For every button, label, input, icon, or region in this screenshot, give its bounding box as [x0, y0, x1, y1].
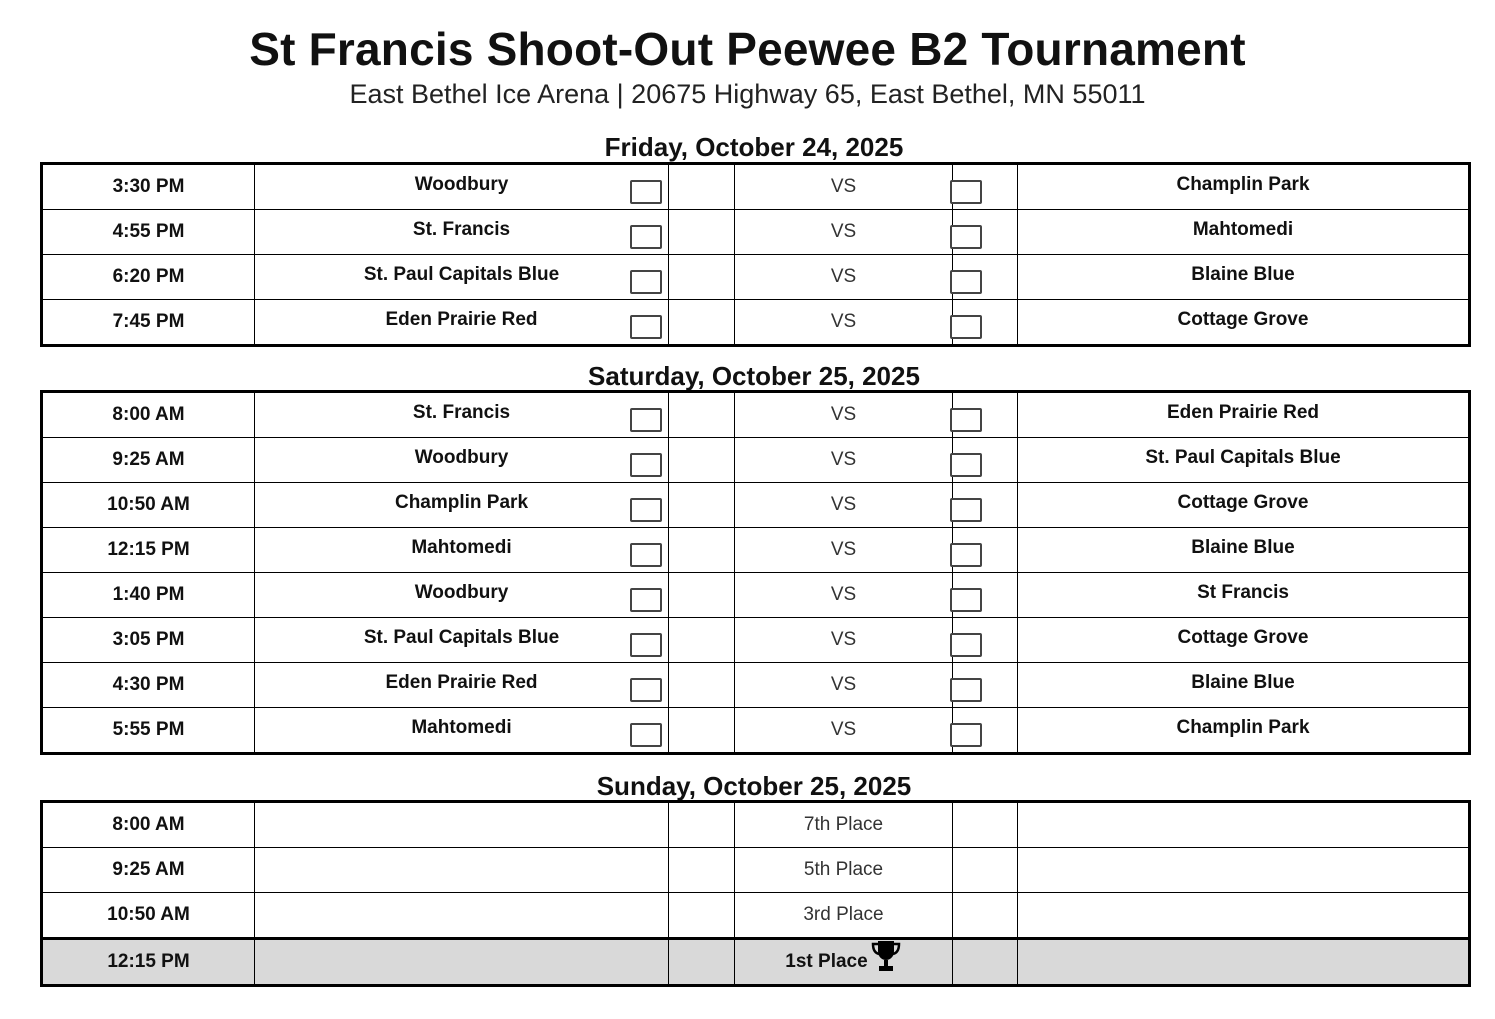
away-team-label: Champlin Park — [1176, 174, 1310, 195]
game-time: 4:55 PM — [42, 210, 255, 255]
game-time: 5:55 PM — [42, 708, 255, 754]
home-score-cell — [669, 392, 735, 438]
game-time: 6:20 PM — [42, 255, 255, 300]
home-score-cell — [669, 708, 735, 754]
versus-label: VS — [735, 528, 953, 573]
home-score-cell — [669, 438, 735, 483]
away-team — [1018, 573, 1470, 618]
away-result-checkbox[interactable] — [950, 498, 982, 522]
away-result-checkbox[interactable] — [950, 225, 982, 249]
away-result-checkbox[interactable] — [950, 180, 982, 204]
game-time: 4:30 PM — [42, 663, 255, 708]
home-team — [255, 573, 669, 618]
day-heading-saturday: Saturday, October 25, 2025 — [588, 361, 920, 391]
home-team-label: St. Francis — [412, 402, 511, 423]
table-row — [42, 392, 1470, 438]
away-score-cell — [953, 164, 1018, 210]
away-result-checkbox[interactable] — [950, 633, 982, 657]
away-team-label: St. Paul Capitals Blue — [1145, 447, 1341, 468]
away-result-checkbox[interactable] — [950, 270, 982, 294]
page-title: St Francis Shoot-Out Peewee B2 Tournament — [249, 23, 1246, 75]
away-score-cell — [953, 438, 1018, 483]
away-score-cell — [953, 848, 1018, 893]
placement-label: 3rd Place — [735, 893, 953, 939]
day-heading-friday: Friday, October 24, 2025 — [604, 132, 904, 162]
home-team-label: Champlin Park — [394, 492, 529, 513]
away-team — [1018, 663, 1470, 708]
home-team — [255, 483, 669, 528]
home-team — [255, 438, 669, 483]
away-team — [1018, 438, 1470, 483]
placement-label: 1st Place — [785, 951, 868, 973]
away-team — [1018, 802, 1470, 848]
table-row — [42, 300, 1470, 346]
home-team — [255, 618, 669, 663]
game-time: 10:50 AM — [42, 483, 255, 528]
home-team — [255, 255, 669, 300]
away-score-cell — [953, 300, 1018, 346]
table-row — [42, 164, 1470, 210]
versus-label: VS — [735, 164, 953, 210]
away-score-cell — [953, 893, 1018, 939]
home-team-label: St. Paul Capitals Blue — [363, 264, 560, 285]
home-team — [255, 939, 669, 986]
table-row — [42, 255, 1470, 300]
table-row — [42, 663, 1470, 708]
away-team — [1018, 939, 1470, 986]
game-time: 12:15 PM — [42, 939, 255, 986]
table-row — [42, 893, 1470, 939]
away-team-label: Eden Prairie Red — [1166, 402, 1320, 423]
home-result-checkbox[interactable] — [630, 543, 662, 567]
table-row — [42, 848, 1470, 893]
schedule-table-saturday — [40, 390, 1471, 755]
day-heading-sunday: Sunday, October 25, 2025 — [596, 771, 912, 801]
away-result-checkbox[interactable] — [950, 315, 982, 339]
home-result-checkbox[interactable] — [630, 678, 662, 702]
table-row — [42, 528, 1470, 573]
table-row — [42, 438, 1470, 483]
home-team — [255, 300, 669, 346]
home-score-cell — [669, 528, 735, 573]
away-score-cell — [953, 573, 1018, 618]
game-time: 9:25 AM — [42, 438, 255, 483]
away-score-cell — [953, 618, 1018, 663]
away-team-label: Cottage Grove — [1177, 492, 1309, 513]
away-team-label: Cottage Grove — [1177, 627, 1309, 648]
home-team — [255, 893, 669, 939]
trophy-icon — [870, 939, 902, 979]
placement-label: 5th Place — [735, 848, 953, 893]
game-time: 1:40 PM — [42, 573, 255, 618]
away-team — [1018, 164, 1470, 210]
versus-label: VS — [735, 663, 953, 708]
table-row — [42, 210, 1470, 255]
home-score-cell — [669, 483, 735, 528]
versus-label: VS — [735, 708, 953, 754]
venue-address: East Bethel Ice Arena | 20675 Highway 65, East Bethel, MN 55011 — [349, 79, 1146, 109]
game-time: 3:30 PM — [42, 164, 255, 210]
versus-label: VS — [735, 483, 953, 528]
away-score-cell — [953, 483, 1018, 528]
home-result-checkbox[interactable] — [630, 225, 662, 249]
home-team-label: Eden Prairie Red — [385, 309, 538, 330]
away-result-checkbox[interactable] — [950, 723, 982, 747]
home-score-cell — [669, 663, 735, 708]
home-team — [255, 708, 669, 754]
home-team-label: St. Paul Capitals Blue — [363, 627, 560, 648]
championship-row — [42, 939, 1470, 986]
schedule-table-friday — [40, 162, 1471, 347]
away-team-label: St Francis — [1197, 582, 1289, 603]
home-score-cell — [669, 893, 735, 939]
home-team-label: Woodbury — [414, 582, 509, 603]
home-team-label: Mahtomedi — [411, 717, 512, 738]
versus-label: VS — [735, 255, 953, 300]
away-team — [1018, 528, 1470, 573]
away-result-checkbox[interactable] — [950, 678, 982, 702]
home-score-cell — [669, 802, 735, 848]
home-score-cell — [669, 164, 735, 210]
away-team-label: Cottage Grove — [1177, 309, 1309, 330]
versus-label: VS — [735, 300, 953, 346]
home-score-cell — [669, 848, 735, 893]
home-result-checkbox[interactable] — [630, 723, 662, 747]
home-team-label: Woodbury — [414, 174, 509, 195]
table-row — [42, 573, 1470, 618]
away-result-checkbox[interactable] — [950, 588, 982, 612]
home-score-cell — [669, 573, 735, 618]
away-score-cell — [953, 255, 1018, 300]
away-score-cell — [953, 708, 1018, 754]
home-team — [255, 663, 669, 708]
versus-label: VS — [735, 210, 953, 255]
home-result-checkbox[interactable] — [630, 588, 662, 612]
home-team — [255, 392, 669, 438]
versus-label: VS — [735, 573, 953, 618]
away-score-cell — [953, 939, 1018, 986]
home-result-checkbox[interactable] — [630, 270, 662, 294]
home-result-checkbox[interactable] — [630, 180, 662, 204]
away-score-cell — [953, 210, 1018, 255]
placement-label: 7th Place — [735, 802, 953, 848]
home-score-cell — [669, 618, 735, 663]
away-result-checkbox[interactable] — [950, 453, 982, 477]
away-score-cell — [953, 663, 1018, 708]
away-team — [1018, 255, 1470, 300]
game-time: 9:25 AM — [42, 848, 255, 893]
game-time: 3:05 PM — [42, 618, 255, 663]
away-team — [1018, 708, 1470, 754]
away-team-label: Champlin Park — [1176, 717, 1310, 738]
away-team — [1018, 483, 1470, 528]
versus-label: VS — [735, 438, 953, 483]
table-row — [42, 708, 1470, 754]
home-result-checkbox[interactable] — [630, 453, 662, 477]
home-team-label: Woodbury — [414, 447, 509, 468]
home-team — [255, 164, 669, 210]
away-score-cell — [953, 528, 1018, 573]
home-team — [255, 528, 669, 573]
home-score-cell — [669, 255, 735, 300]
versus-label: VS — [735, 618, 953, 663]
away-score-cell — [953, 802, 1018, 848]
away-team-label: Blaine Blue — [1191, 264, 1295, 285]
home-score-cell — [669, 300, 735, 346]
away-team — [1018, 392, 1470, 438]
home-team-label: St. Francis — [412, 219, 511, 240]
home-result-checkbox[interactable] — [630, 498, 662, 522]
away-score-cell — [953, 392, 1018, 438]
placement-cell — [735, 939, 953, 986]
schedule-table-sunday — [40, 800, 1471, 987]
home-team-label: Eden Prairie Red — [385, 672, 538, 693]
game-time: 12:15 PM — [42, 528, 255, 573]
home-team — [255, 802, 669, 848]
away-team — [1018, 618, 1470, 663]
table-row — [42, 618, 1470, 663]
versus-label: VS — [735, 392, 953, 438]
home-score-cell — [669, 939, 735, 986]
away-team-label: Blaine Blue — [1191, 537, 1295, 558]
away-team — [1018, 210, 1470, 255]
home-team-label: Mahtomedi — [411, 537, 512, 558]
away-team-label: Mahtomedi — [1192, 219, 1294, 240]
game-time: 10:50 AM — [42, 893, 255, 939]
away-team — [1018, 848, 1470, 893]
home-result-checkbox[interactable] — [630, 315, 662, 339]
game-time: 8:00 AM — [42, 392, 255, 438]
home-result-checkbox[interactable] — [630, 633, 662, 657]
game-time: 8:00 AM — [42, 802, 255, 848]
home-score-cell — [669, 210, 735, 255]
away-team-label: Blaine Blue — [1191, 672, 1295, 693]
home-team — [255, 848, 669, 893]
table-row — [42, 483, 1470, 528]
home-result-checkbox[interactable] — [630, 408, 662, 432]
away-result-checkbox[interactable] — [950, 543, 982, 567]
table-row — [42, 802, 1470, 848]
away-result-checkbox[interactable] — [950, 408, 982, 432]
game-time: 7:45 PM — [42, 300, 255, 346]
home-team — [255, 210, 669, 255]
away-team — [1018, 893, 1470, 939]
away-team — [1018, 300, 1470, 346]
